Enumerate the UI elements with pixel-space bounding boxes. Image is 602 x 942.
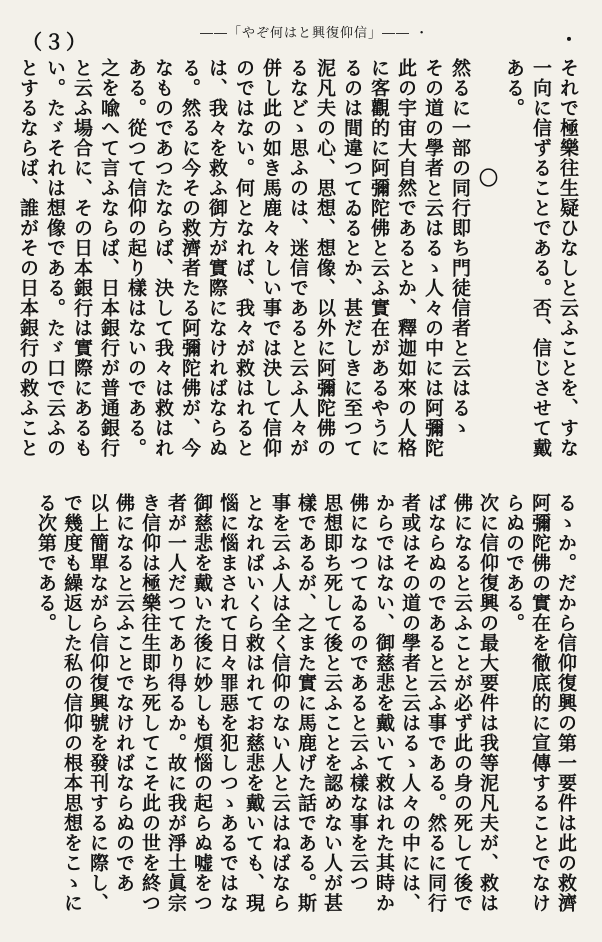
text-column: と云ふ場合に、その日本銀行は實際にあるも [71, 58, 93, 458]
text-column: 併し此の如き馬鹿々々しい事では決して信仰 [260, 58, 282, 458]
text-column: るのは間違つてゐるとか、甚だしきに至つて [341, 58, 363, 458]
text-column: なものであつたならば、決して我々は救はれ [152, 58, 174, 458]
text-column: ばならぬのであると云ふ事である。然るに同行 [425, 493, 447, 913]
text-column: 佛になると云ふことが必ず此の身の死して後で [451, 493, 473, 913]
text-column: のではない。何となれば、我々が救はれると [233, 58, 255, 458]
text-column: 御慈悲を戴いた後に妙しも煩惱の起らぬ嘘をつ [191, 493, 213, 913]
section-circle-mark: 〇 [476, 168, 498, 188]
text-column: らぬのである。 [503, 493, 525, 633]
text-column: 樣であるが、之また實に馬鹿げた話である。斯 [295, 493, 317, 913]
page-header [20, 18, 582, 52]
text-column: それで極樂往生疑ひなしと云ふことを、すな [557, 58, 579, 458]
text-column: る。然るに今その救濟者たる阿彌陀佛が、今 [179, 58, 201, 458]
text-column: ある。 [503, 58, 525, 118]
text-column: 者或はその道の學者と云はるゝ人々の中には、 [399, 493, 421, 913]
text-column: となればいくら救はれてお慈悲を戴いても、現 [243, 493, 265, 913]
text-column: 阿彌陀佛の實在を徹底的に宣傳することでなけ [529, 493, 551, 913]
text-column: ある。從つて信仰の起り樣はないのである。 [125, 58, 147, 458]
text-column: その道の學者と云はるゝ人々の中には阿彌陀 [422, 58, 444, 458]
text-column: 佛になると云ふことでなければならぬのであ [113, 493, 135, 893]
page-number: （３） [22, 30, 88, 54]
text-column: るゝか。だから信仰復興の第一要件は此の救濟 [555, 493, 577, 913]
text-column: 此の宇宙大自然であるとか、釋迦如來の人格 [395, 58, 417, 458]
text-column: とするならば、誰がその日本銀行の救ふこと [17, 58, 39, 458]
text-column: い。たゞそれは想像である。たゞ口で云ふの [44, 58, 66, 458]
text-column: るなどゝ思ふのは、迷信であると云ふ人々が [287, 58, 309, 458]
text-column: 惱に惱まされて日々罪惡を犯しつゝあるではな [217, 493, 239, 913]
text-column: 之を喩へて言ふならば、日本銀行が普通銀行 [98, 58, 120, 458]
text-column: 泥凡夫の心、思想、想像、以外に阿彌陀佛の [314, 58, 336, 458]
text-column: は、我々を救ふ御方が實際になければならぬ [206, 58, 228, 458]
lower-text-block [35, 493, 580, 923]
text-column: る次第である。 [35, 493, 57, 633]
text-column: 佛になつてゐるのであると云ふ樣な事を云つ [347, 493, 369, 893]
text-column: き信仰は極樂往生即ち死してこそ此の世を終つ [139, 493, 161, 913]
text-column: 次に信仰復興の最大要件は我等泥凡夫が、救は [477, 493, 499, 913]
text-column: 者が一人だつてあり得るか。故に我が淨土眞宗 [165, 493, 187, 913]
header-dot: ・ [560, 30, 578, 51]
text-column: 一向に信ずることである。否、信じさせて戴 [530, 58, 552, 458]
text-column: で幾度も繰返した私の信仰の根本思想をこゝに [61, 493, 83, 913]
text-column: 思想即ち死して後と云ふことを認めない人が甚 [321, 493, 343, 913]
text-column: からではない、御慈悲を戴いて救はれた其時か [373, 493, 395, 913]
text-column: 然るに一部の同行即ち門徒信者と云はるゝ [449, 58, 471, 438]
text-column: 以上簡單ながら信仰復興號を發刊するに際し、 [87, 493, 109, 913]
text-column: 事を云ふ人は全く信仰のない人と云はねばなら [269, 493, 291, 913]
upper-text-block [12, 58, 582, 473]
text-column: に客觀的に阿彌陀佛と云ふ實在があるやうに [368, 58, 390, 458]
running-title: ――「やぞ何はと興復仰信」―― ・ [200, 26, 430, 41]
